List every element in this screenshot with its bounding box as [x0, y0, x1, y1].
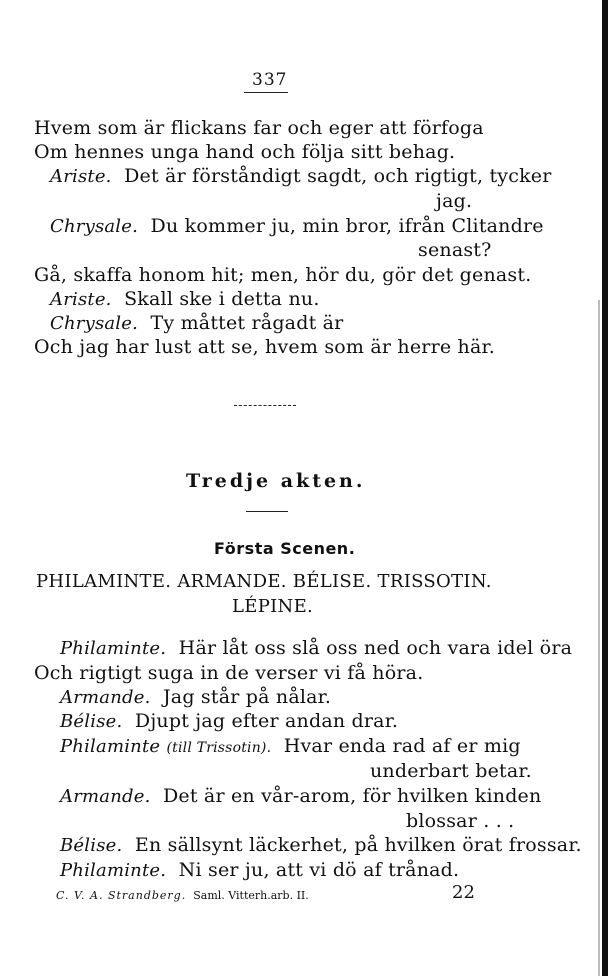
stage-direction: (till Trissotin). [166, 740, 272, 756]
page-edge-shadow [602, 0, 608, 976]
verse-line-continuation: blossar . . . [406, 810, 515, 832]
verse-line: Philaminte. Ni ser ju, att vi dö af trånad. [60, 859, 460, 881]
verse-line: Om hennes unga hand och följa sitt behag. [34, 141, 456, 163]
verse-line: Ariste. Det är förståndigt sagdt, och rigtigt, tycker [50, 165, 552, 187]
verse-line: Philaminte (till Trissotin). Hvar enda rad af er mig [60, 735, 521, 757]
verse-line: Bélise. Djupt jag efter andan drar. [60, 710, 399, 732]
speaker-name: Bélise. [60, 835, 123, 856]
speaker-name: Bélise. [60, 711, 123, 732]
speaker-name: Chrysale. [50, 216, 139, 237]
verse-line-continuation: jag. [436, 190, 473, 212]
speaker-name: Armande. [60, 786, 151, 807]
scene-title: Första Scenen. [214, 539, 356, 558]
verse-line: Chrysale. Du kommer ju, min bror, ifrån Clitandre [50, 215, 544, 237]
verse-line: Hvem som är flickans far och eger att förfoga [34, 117, 484, 139]
verse-line: Gå, skaffa honom hit; men, hör du, gör det genast. [34, 264, 532, 286]
speaker-name: Ariste. [50, 166, 112, 187]
act-rule [246, 511, 288, 512]
cast-list: PHILAMINTE. ARMANDE. BÉLISE. TRISSOTIN. [36, 571, 492, 592]
speaker-name: Armande. [60, 687, 151, 708]
footer-author: C. V. A. Strandberg. [56, 889, 187, 902]
header-rule [244, 92, 288, 93]
verse-line: Bélise. En sällsynt läckerhet, på hvilken örat frossar. [60, 834, 582, 856]
speaker-name: Philaminte. [60, 860, 167, 881]
page-number: 337 [252, 70, 288, 90]
speaker-name: Philaminte [60, 736, 161, 757]
verse-line-continuation: senast? [418, 239, 492, 261]
section-divider [234, 405, 296, 406]
verse-line: Ariste. Skall ske i detta nu. [50, 288, 320, 310]
verse-line: Chrysale. Ty måttet rågadt är [50, 312, 344, 334]
verse-line: Och jag har lust att se, hvem som är herre här. [34, 336, 495, 358]
verse-line-continuation: underbart betar. [370, 760, 532, 782]
verse-line: Armande. Jag står på nålar. [60, 686, 332, 708]
speaker-name: Chrysale. [50, 313, 139, 334]
speaker-name: Ariste. [50, 289, 112, 310]
footer-imprint [56, 889, 309, 902]
page-edge-line [598, 300, 600, 976]
cast-list-continuation: LÉPINE. [232, 596, 314, 617]
footer-work: Saml. Vitterh.arb. II. [193, 889, 309, 902]
act-title: Tredje akten. [186, 470, 366, 492]
speaker-name: Philaminte. [60, 638, 167, 659]
signature-mark: 22 [452, 882, 475, 903]
verse-line: Och rigtigt suga in de verser vi få höra. [34, 662, 424, 684]
verse-line: Philaminte. Här låt oss slå oss ned och vara idel öra [60, 637, 573, 659]
verse-line: Armande. Det är en vår-arom, för hvilken kinden [60, 785, 542, 807]
